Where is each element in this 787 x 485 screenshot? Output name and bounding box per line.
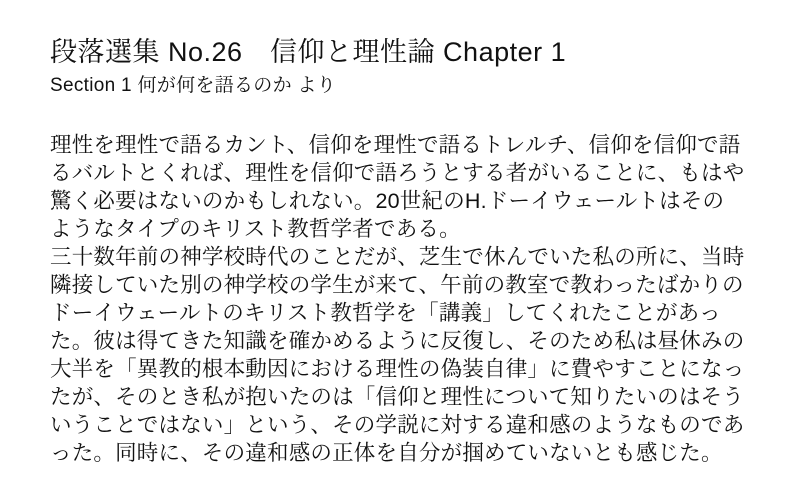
body-line-1: 理性を理性で語るカント、信仰を理性で語るトレルチ、信仰を信仰で語 bbox=[50, 132, 741, 157]
page-subtitle: Section 1 何が何を語るのか より bbox=[50, 74, 337, 96]
body-line-9: 大半を「異教的根本動因における理性の偽装自律」に費やすことになっ bbox=[50, 356, 745, 381]
body-line-3: 驚く必要はないのかもしれない。20世紀のH.ドーイウェールトはその bbox=[50, 188, 725, 213]
body-line-4: ようなタイプのキリスト教哲学者である。 bbox=[50, 216, 461, 241]
body-paragraph bbox=[50, 131, 755, 467]
body-line-10: たが、そのとき私が抱いたのは「信仰と理性について知りたいのはそう bbox=[50, 384, 744, 409]
body-line-8: た。彼は得てきた知識を確かめるように反復し、そのため私は昼休みの bbox=[50, 328, 745, 353]
document-content bbox=[50, 36, 755, 467]
body-line-6: 隣接していた別の神学校の学生が来て、午前の教室で教わったばかりの bbox=[50, 272, 744, 297]
body-line-2: るバルトとくれば、理性を信仰で語ろうとする者がいることに、もはや bbox=[50, 160, 745, 185]
body-line-7: ドーイウェールトのキリスト教哲学を「講義」してくれたことがあっ bbox=[50, 300, 721, 325]
body-line-12: った。同時に、その違和感の正体を自分が掴めていないとも感じた。 bbox=[50, 440, 723, 465]
body-line-5: 三十数年前の神学校時代のことだが、芝生で休んでいた私の所に、当時 bbox=[50, 244, 745, 269]
page-title: 段落選集 No.26 信仰と理性論 Chapter 1 bbox=[50, 37, 567, 67]
body-line-11: いうことではない」という、その学説に対する違和感のようなものであ bbox=[50, 412, 745, 437]
